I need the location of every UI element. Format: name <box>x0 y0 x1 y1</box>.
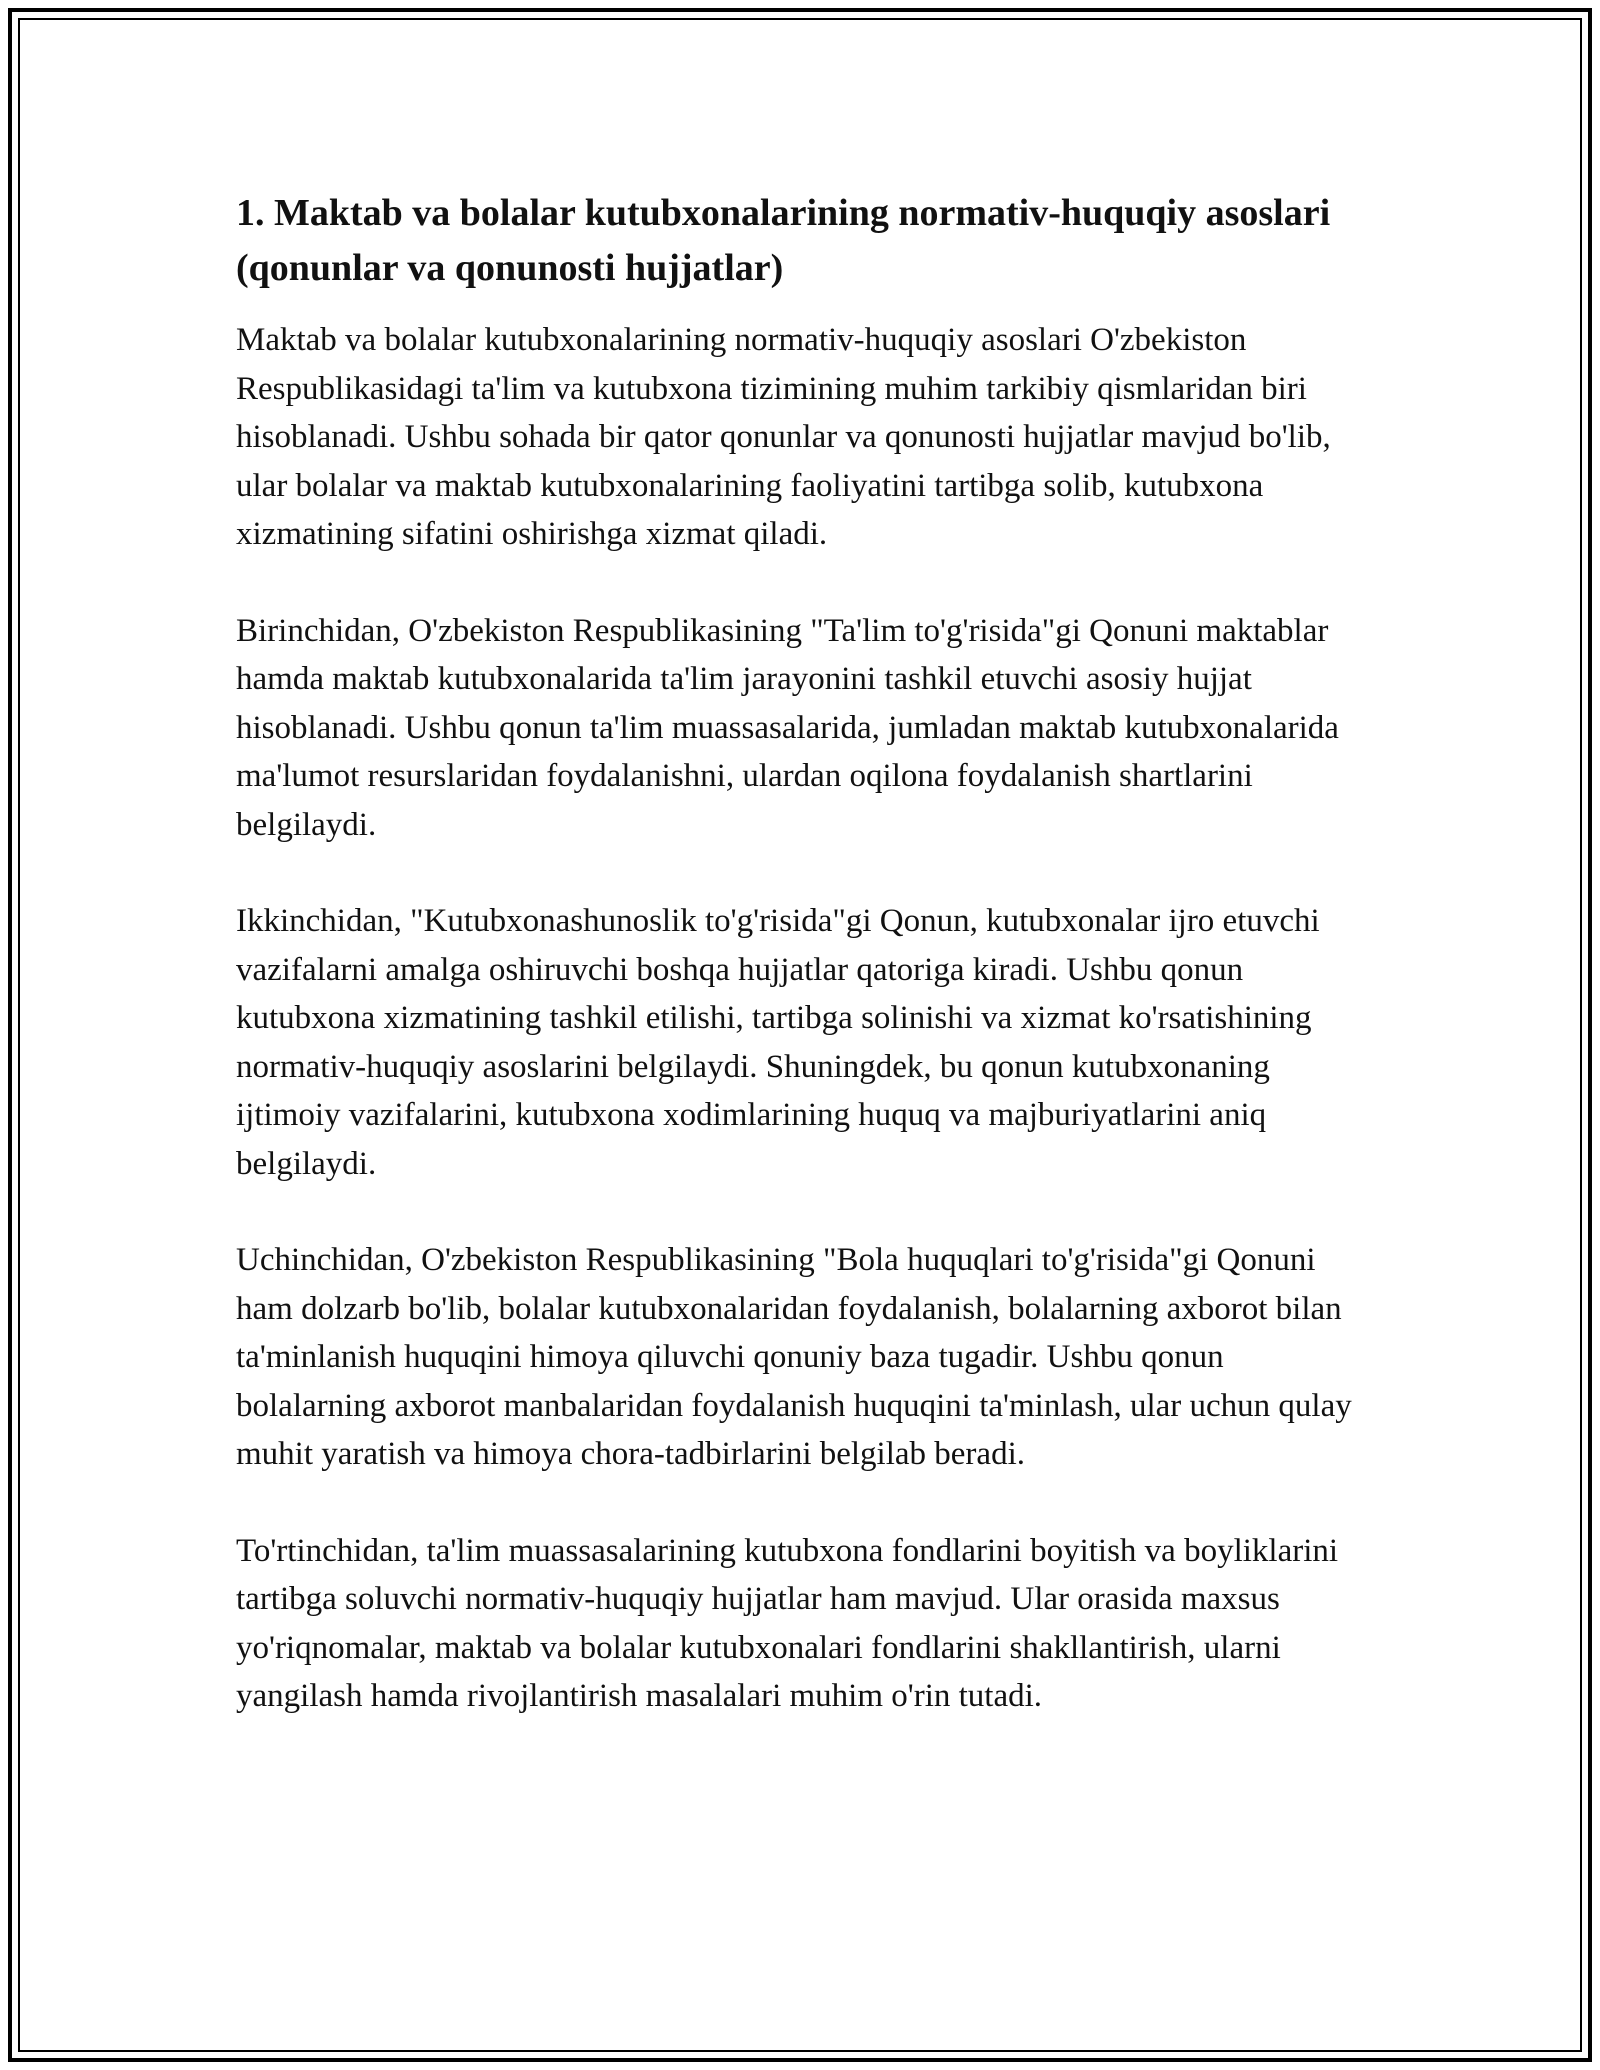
paragraph-third: Uchinchidan, O'zbekiston Respublikasining "Bola huquqlari to'g'risida"gi Qonuni ham dolzarb bo'lib, bolalar kutubxonalaridan foydalanish, bolalarning axborot bilan ta'minlanish huquqini himoya qiluvchi qonuniy baza tugadir. Ushbu qonun bolalarning axborot manbalaridan foydalanish huquqini ta'minlash, ular uchun qulay muhit yaratish va himoya chora-tadbirlarini belgilab beradi. <box>236 1242 1352 1472</box>
paragraph-second: Ikkinchidan, "Kutubxonashunoslik to'g'risida"gi Qonun, kutubxonalar ijro etuvchi vazifalarni amalga oshiruvchi boshqa hujjatlar qatoriga kiradi. Ushbu qonun kutubxona xizmatining tashkil etilishi, tartibga solinishi va xizmat ko'rsatishining normativ-huquqiy asoslarini belgilaydi. Shuningdek, bu qonun kutubxonaning ijtimoiy vazifalarini, kutubxona xodimlarining huquq va majburiyatlarini aniq belgilaydi. <box>236 903 1320 1182</box>
section-heading: 1. Maktab va bolalar kutubxonalarining normativ-huquqiy asoslari (qonunlar va qonunosti hujjatlar) <box>236 192 1331 289</box>
document-body <box>236 186 1376 1769</box>
paragraph-first: Birinchidan, O'zbekiston Respublikasining "Ta'lim to'g'risida"gi Qonuni maktablar hamda maktab kutubxonalarida ta'lim jarayonini tashkil etuvchi asosiy hujjat hisoblanadi. Ushbu qonun ta'lim muassasalarida, jumladan maktab kutubxonalarida ma'lumot resurslaridan foydalanishni, ulardan oqilona foydalanish shartlarini belgilaydi. <box>236 612 1339 843</box>
paragraph-intro: Maktab va bolalar kutubxonalarining normativ-huquqiy asoslari O'zbekiston Respublikasidagi ta'lim va kutubxona tizimining muhim tarkibiy qismlaridan biri hisoblanadi. Ushbu sohada bir qator qonunlar va qonunosti hujjatlar mavjud bo'lib, ular bolalar va maktab kutubxonalarining faoliyatini tartibga solib, kutubxona xizmatining sifatini oshirishga xizmat qiladi. <box>236 322 1331 552</box>
paragraph-fourth: To'rtinchidan, ta'lim muassasalarining kutubxona fondlarini boyitish va boyliklarini tartibga soluvchi normativ-huquqiy hujjatlar ham mavjud. Ular orasida maxsus yo'riqnomalar, maktab va bolalar kutubxonalari fondlarini shakllantirish, ularni yangilash hamda rivojlantirish masalalari muhim o'rin tutadi. <box>236 1532 1339 1714</box>
